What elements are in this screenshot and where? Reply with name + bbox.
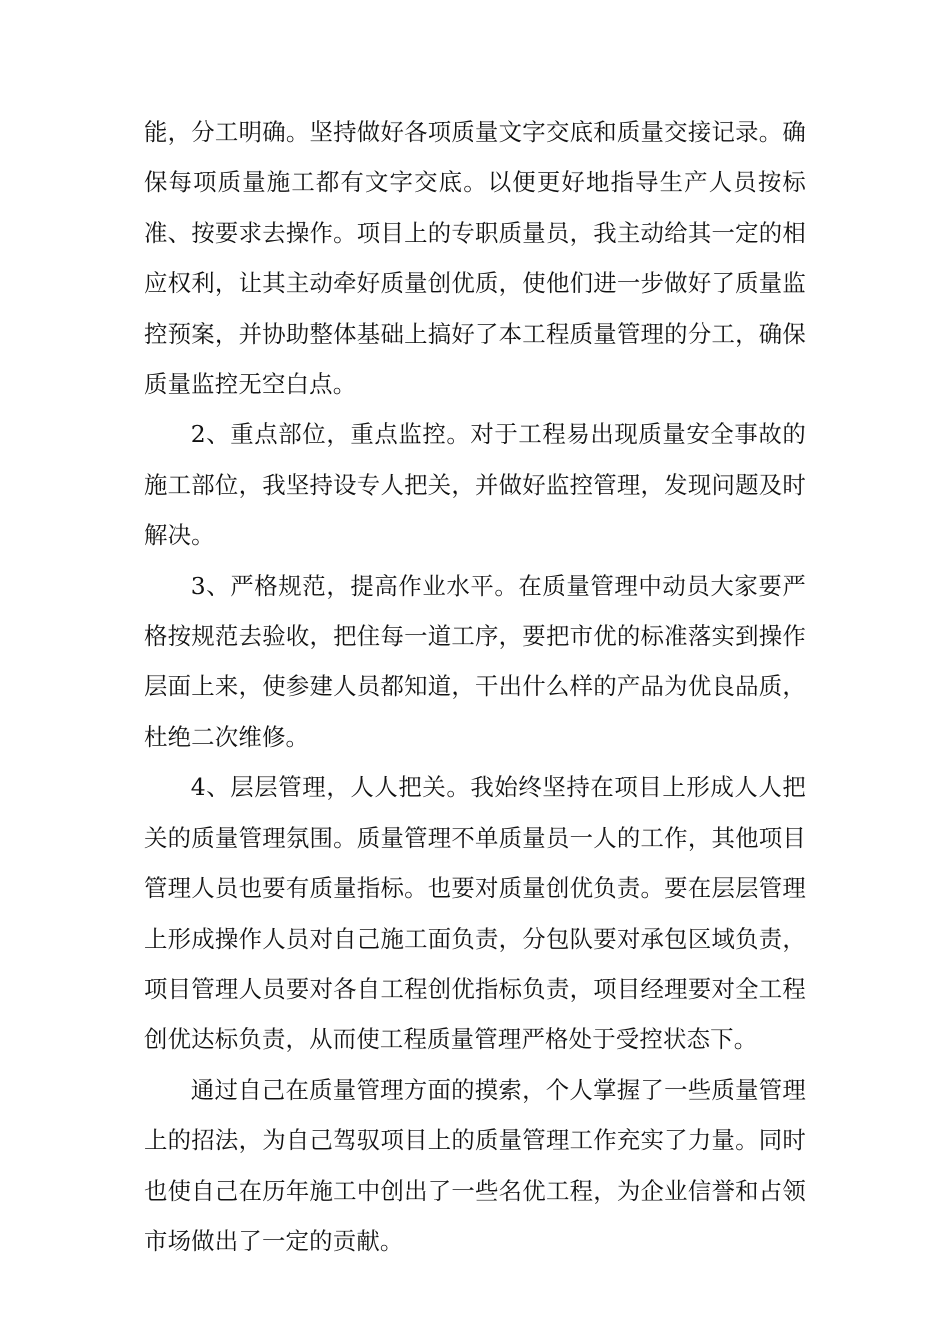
paragraph-continuation: 能，分工明确。坚持做好各项质量文字交底和质量交接记录。确保每项质量施工都有文字交底。以便更好地指导生产人员按标准、按要求去操作。项目上的专职质量员，我主动给其一定的相应权利，让其主动牵好质量创优质，使他们进一步做好了质量监控预案，并协助整体基础上搞好了本工程质量管理的分工，确保质量监控无空白点。 (144, 118, 806, 399)
paragraph-point-2: 2、重点部位，重点监控。对于工程易出现质量安全事故的施工部位，我坚持设专人把关，并做好监控管理，发现问题及时解决。 (144, 420, 806, 550)
document-body (144, 107, 806, 1266)
paragraph-conclusion: 通过自己在质量管理方面的摸索，个人掌握了一些质量管理上的招法，为自己驾驭项目上的质量管理工作充实了力量。同时也使自己在历年施工中创出了一些名优工程，为企业信誉和占领市场做出了一定的贡献。 (144, 1075, 806, 1255)
paragraph-point-3: 3、严格规范，提高作业水平。在质量管理中动员大家要严格按规范去验收，把住每一道工序，要把市优的标准落实到操作层面上来，使参建人员都知道，干出什么样的产品为优良品质，杜绝二次维修。 (144, 571, 806, 751)
paragraph-point-4: 4、层层管理，人人把关。我始终坚持在项目上形成人人把关的质量管理氛围。质量管理不单质量员一人的工作，其他项目管理人员也要有质量指标。也要对质量创优负责。要在层层管理上形成操作人员对自己施工面负责，分包队要对承包区域负责，项目管理人员要对各自工程创优指标负责，项目经理要对全工程创优达标负责，从而使工程质量管理严格处于受控状态下。 (144, 773, 806, 1054)
